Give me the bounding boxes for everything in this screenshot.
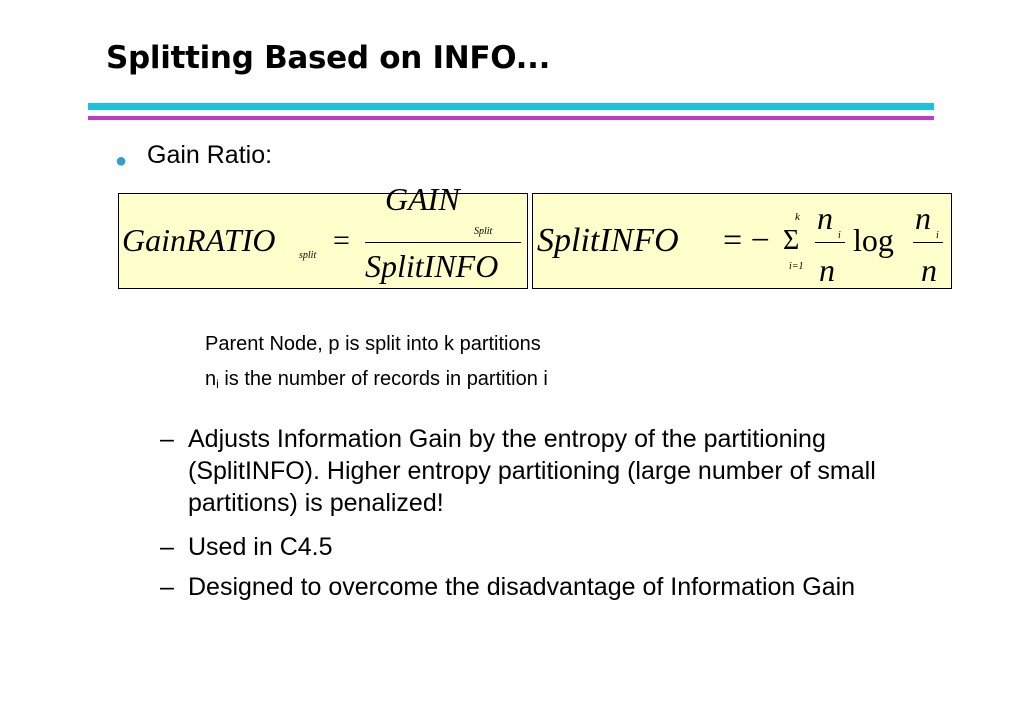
sum-upper-limit: k — [795, 211, 800, 223]
gain-ratio-numerator: GAIN — [385, 181, 460, 217]
frac1-denominator: n — [819, 252, 835, 288]
sub-bullet-text: Designed to overcome the disadvantage of Information Gain — [188, 573, 856, 601]
frac2-numerator: n — [915, 200, 931, 236]
log-function: log — [853, 222, 894, 258]
note-parent-node: Parent Node, p is split into k partitions — [205, 333, 541, 355]
note-ni-variable: n — [205, 368, 217, 390]
gain-ratio-lhs: GainRATIO — [122, 222, 276, 258]
frac2-numerator-subscript: i — [936, 230, 939, 241]
sub-bullet-text: Used in C4.5 — [188, 533, 333, 561]
sub-bullet-text: Adjusts Information Gain by the entropy of the partitioning (SplitINFO). Higher entropy partitioning (large number of small partitions) is penalized! — [188, 425, 876, 517]
gain-ratio-equals: = — [333, 224, 350, 257]
bullet-dot-icon: ● — [115, 150, 128, 172]
split-info-lhs: SplitINFO — [537, 222, 679, 259]
frac1-bar — [815, 242, 845, 243]
gain-ratio-numerator-subscript: Split — [474, 226, 493, 237]
dash-marker: – — [160, 425, 174, 453]
note-ni-definition — [205, 368, 548, 391]
split-info-formula — [532, 193, 952, 289]
frac1-numerator: n — [817, 200, 833, 236]
sigma-symbol: Σ — [783, 225, 800, 256]
sum-lower-limit: i=1 — [789, 261, 804, 272]
gain-ratio-formula — [118, 181, 528, 289]
frac2-bar — [913, 242, 943, 243]
slide-title: Splitting Based on INFO... — [106, 40, 551, 76]
dash-marker: – — [160, 573, 174, 601]
title-divider-magenta — [88, 116, 934, 120]
note-ni-rest: is the number of records in partition i — [218, 368, 548, 390]
split-info-equals-minus: = − — [723, 222, 770, 259]
frac2-denominator: n — [921, 252, 937, 288]
gain-ratio-fraction-bar — [365, 242, 521, 243]
frac1-numerator-subscript: i — [838, 230, 841, 241]
bullet-gain-ratio: Gain Ratio: — [147, 141, 273, 169]
note-ni-subscript: i — [216, 377, 219, 391]
gain-ratio-lhs-subscript: split — [299, 250, 317, 261]
title-divider-cyan — [88, 103, 934, 110]
gain-ratio-denominator: SplitINFO — [365, 248, 499, 284]
dash-marker: – — [160, 533, 174, 561]
